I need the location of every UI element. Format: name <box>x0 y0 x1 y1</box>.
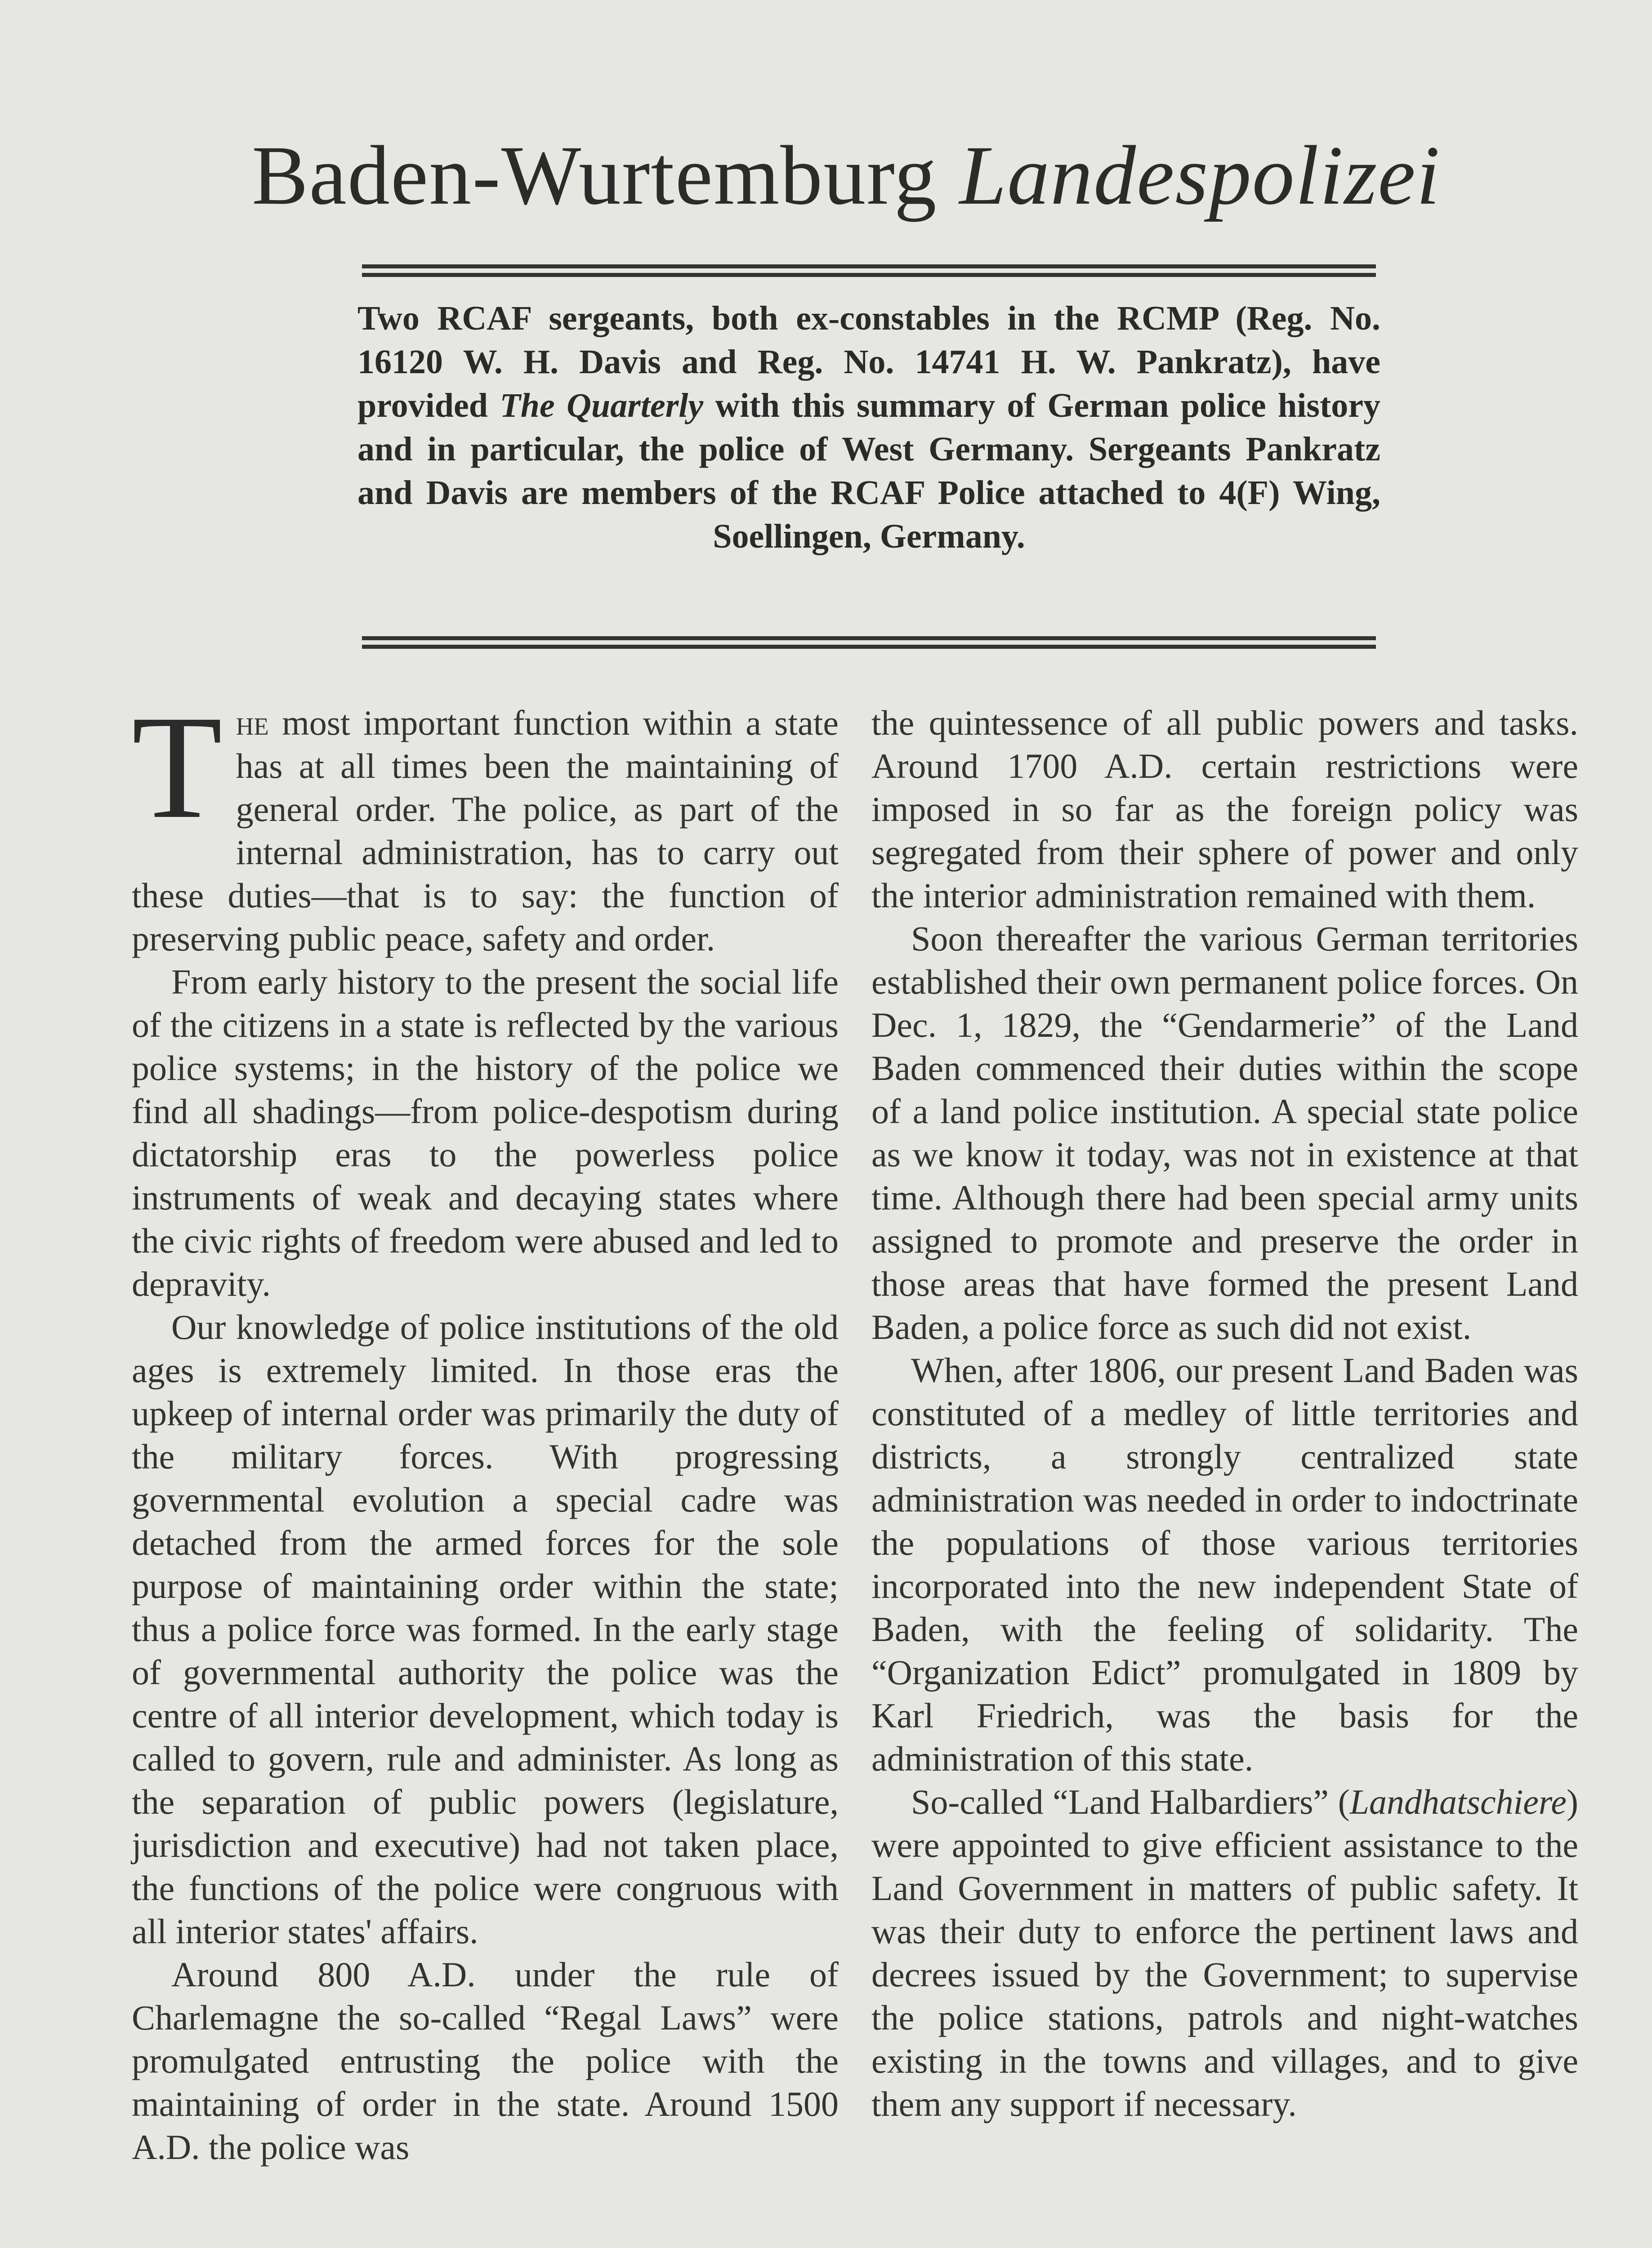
top-double-rule <box>362 264 1376 277</box>
intro-paragraph <box>357 297 1380 558</box>
intro-text-2: with this summary of German police history and in particular, the police of West Germany. Sergeants Pankratz and Davis are members of the RCAF Police attached to 4(F) Wing, Soellingen, Germany. <box>357 387 1380 555</box>
intro-text-1: Two RCAF sergeants, both ex-constables in the RCMP (Reg. No. 16120 W. H. Davis and Reg. No. 14741 H. W. Pankratz), have provided <box>357 299 1380 424</box>
left-paragraph-1 <box>132 685 839 960</box>
right-paragraph-4 <box>871 1780 1578 2126</box>
right-paragraph-3: When, after 1806, our present Land Baden was constituted of a medley of little territories and districts, a strongly centralized state administration was needed in order to indoctrinate the populations of those various territories incorporated into the new independent State of Baden, with the feeling of solidarity. The “Organization Edict” promulgated in 1809 by Karl Friedrich, was the basis for the administration of this state. <box>871 1351 1578 1778</box>
right-paragraph-2: Soon thereafter the various German territories established their own permanent police forces. On Dec. 1, 1829, the “Gendarmerie” of the Land Baden commenced their duties within the scope of a land police institution. A special state police as we know it today, was not in existence at that time. Although there had been special army units assigned to promote and preserve the order in those areas that have formed the present Land Baden, a police force as such did not exist. <box>871 919 1578 1347</box>
right-paragraph-4-end: ) were appointed to give efficient assistance to the Land Government in matters of public safety. It was their duty to enforce the pertinent laws and decrees issued by the Government; to supervise the police stations, patrols and night-watches existing in the towns and villages, and to give them any support if necessary. <box>871 1782 1578 2123</box>
left-paragraph-3: Our knowledge of police institutions of the old ages is extremely limited. In those eras the upkeep of internal order was primarily the duty of the military forces. With progressing governmental evolution a special cadre was detached from the armed forces for the sole purpose of maintaining order within the state; thus a police force was formed. In the early stage of governmental authority the police was the centre of all interior development, which today is called to govern, rule and administer. As long as the separation of public powers (legislature, jurisdiction and executive) had not taken place, the functions of the police were congruous with all interior states' affairs. <box>132 1307 839 1951</box>
intro-publication: The Quarterly <box>500 387 704 424</box>
right-paragraph-4-italic: Landhatschiere <box>1349 1782 1567 1821</box>
lead-word: he <box>236 703 269 742</box>
right-column <box>871 701 1578 2126</box>
left-paragraph-1-text: most important function within a state has at all times been the maintaining of general order. The police, as part of the internal administration, has to carry out these duties—that is to say: the function of preserving public peace, safety and order. <box>132 703 839 958</box>
right-paragraph-4-start: So-called “Land Halbardiers” ( <box>911 1782 1350 1821</box>
right-paragraph-1: the quintessence of all public powers and tasks. Around 1700 A.D. certain restrictions were imposed in so far as the foreign policy was segregated from their sphere of power and only the interior administration remained with them. <box>871 703 1578 915</box>
drop-cap: T <box>132 685 223 849</box>
bottom-double-rule <box>362 636 1376 649</box>
title-main: Baden-Wurtemburg <box>252 128 938 222</box>
title-italic: Landespolizei <box>959 128 1441 222</box>
left-column <box>132 685 839 2169</box>
article-title <box>252 121 1511 229</box>
left-paragraph-4: Around 800 A.D. under the rule of Charlemagne the so-called “Regal Laws” were promulgated entrusting the police with the maintaining of order in the state. Around 1500 A.D. the police was <box>132 1955 839 2167</box>
left-paragraph-2: From early history to the present the social life of the citizens in a state is reflected by the various police systems; in the history of the police we find all shadings—from police-despotism during dictatorship eras to the powerless police instruments of weak and decaying states where the civic rights of freedom were abused and led to depravity. <box>132 962 839 1303</box>
